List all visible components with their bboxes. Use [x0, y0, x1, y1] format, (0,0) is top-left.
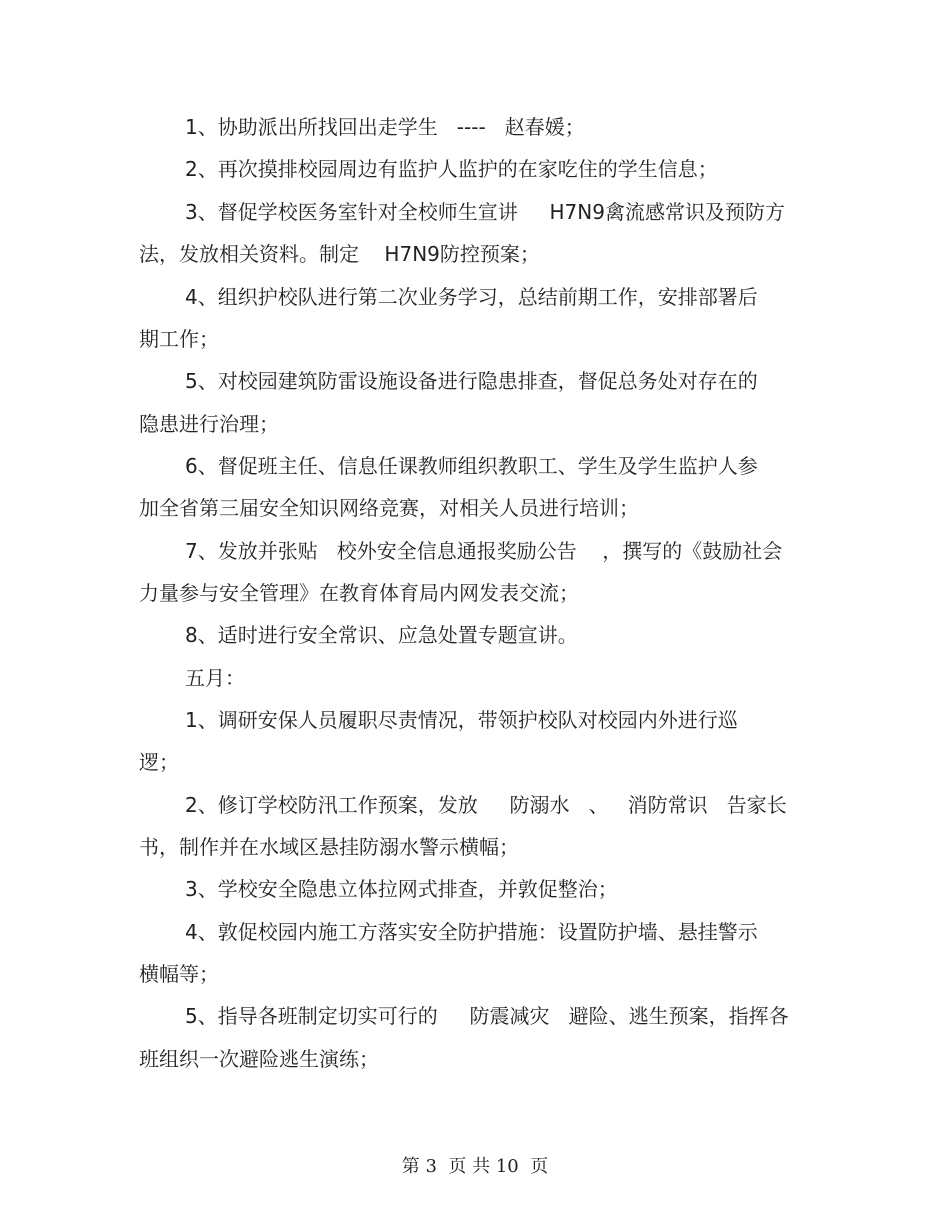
page-number-footer: 第 3 页 共 10 页	[401, 1156, 549, 1177]
text-line: 2、再次摸排校园周边有监护人监护的在家吃住的学生信息；	[185, 157, 718, 181]
text-line: 5、对校园建筑防雷设施设备进行隐患排查，督促总务处对存在的	[185, 369, 758, 393]
text-line: 2、修订学校防汛工作预案，发放 防溺水 、 消防常识 告家长	[185, 793, 787, 817]
text-line: 法，发放相关资料。制定 H7N9防控预案；	[139, 242, 540, 266]
text-line: 力量参与安全管理》在教育体育局内网发表交流；	[139, 581, 579, 605]
text-line: 逻；	[139, 750, 179, 774]
text-line: 7、发放并张贴 校外安全信息通报奖励公告 ，撰写的《鼓励社会	[185, 539, 783, 563]
text-line: 6、督促班主任、信息任课教师组织教职工、学生及学生监护人参	[185, 454, 758, 478]
text-line: 隐患进行治理；	[139, 412, 279, 436]
text-line: 加全省第三届安全知识网络竞赛，对相关人员进行培训；	[139, 496, 639, 520]
text-line: 班组织一次避险逃生演练；	[139, 1047, 379, 1071]
text-line: 1、调研安保人员履职尽责情况，带领护校队对校园内外进行巡	[185, 708, 738, 732]
text-line: 5、指导各班制定切实可行的 防震减灾 避险、逃生预案，指挥各	[185, 1004, 789, 1028]
text-line: 期工作；	[139, 327, 219, 351]
text-line: 1、协助派出所找回出走学生 ---- 赵春媛；	[185, 115, 585, 139]
text-line: 书，制作并在水域区悬挂防溺水警示横幅；	[139, 835, 519, 859]
text-line: 4、敦促校园内施工方落实安全防护措施：设置防护墙、悬挂警示	[185, 920, 758, 944]
text-line: 横幅等；	[139, 962, 219, 986]
text-line: 4、组织护校队进行第二次业务学习，总结前期工作，安排部署后	[185, 285, 758, 309]
section-heading: 五月：	[185, 666, 245, 690]
text-line: 8、适时进行安全常识、应急处置专题宣讲。	[185, 623, 578, 647]
text-line: 3、督促学校医务室针对全校师生宣讲 H7N9禽流感常识及预防方	[185, 200, 785, 224]
text-line: 3、学校安全隐患立体拉网式排查，并敦促整治；	[185, 877, 618, 901]
